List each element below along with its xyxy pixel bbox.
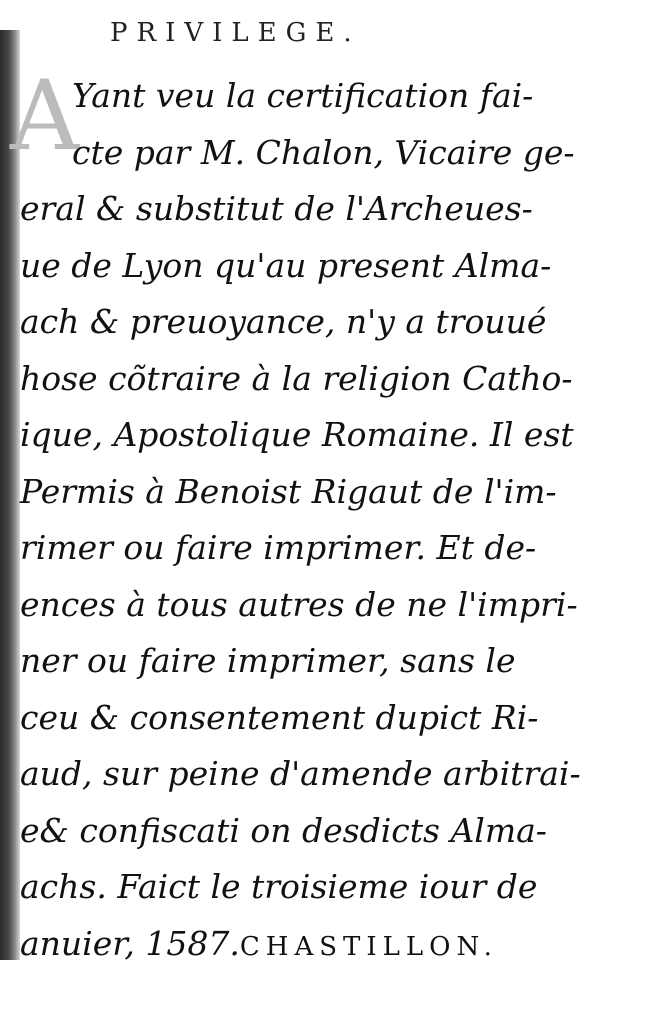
- signature: CHASTILLON.: [239, 931, 498, 962]
- text-line: cte par M. Chalon, Vicaire ge-: [72, 132, 575, 172]
- text-line: aud, sur peine d'amende arbitrai-: [20, 754, 581, 793]
- text-line: e& confiscati on desdicts Alma-: [20, 810, 547, 850]
- text-line: ique, Apostolique Romaine. Il est: [20, 415, 574, 454]
- text-line: achs. Faict le troisieme iour de: [20, 867, 538, 906]
- text-line: eral & substitut de l'Archeues-: [20, 189, 533, 228]
- text-line: ner ou faire imprimer, sans le: [20, 641, 516, 680]
- text-line: ach & preuoyance, n'y a trouué: [20, 302, 547, 341]
- page-heading: PRIVILEGE.: [110, 18, 361, 48]
- text-line: ences à tous autres de ne l'impri-: [20, 584, 578, 624]
- text-line: hose cõtraire à la religion Catho-: [20, 358, 573, 398]
- drop-cap: A: [10, 60, 80, 172]
- privilege-text: [20, 68, 581, 972]
- text-line-final: [20, 916, 550, 973]
- text-line: Permis à Benoist Rigaut de l'im-: [20, 471, 557, 511]
- text-line: ceu & consentement dupict Ri-: [20, 697, 539, 737]
- date-text: anuier, 1587.: [20, 923, 240, 963]
- text-line: rimer ou faire imprimer. Et de-: [20, 528, 537, 567]
- text-line: Yant veu la certification fai-: [72, 76, 534, 115]
- text-line: ue de Lyon qu'au present Alma-: [20, 245, 552, 285]
